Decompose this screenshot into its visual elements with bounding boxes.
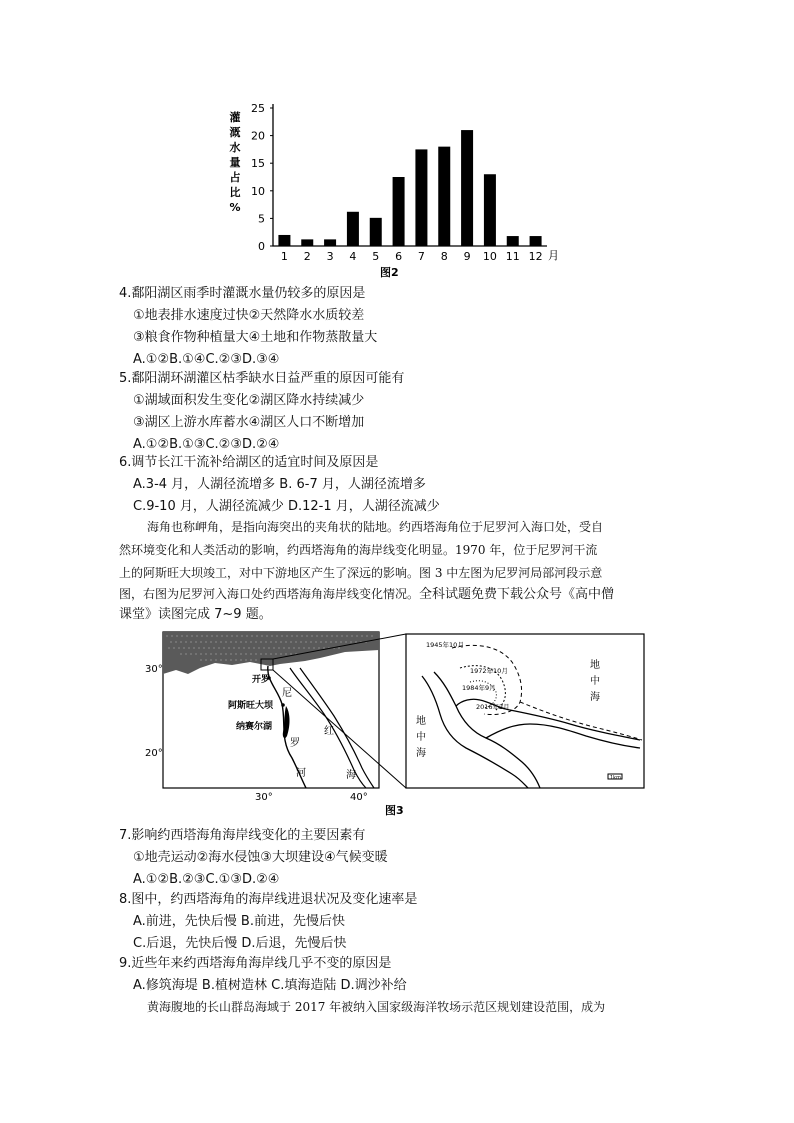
q6-line1: A.3-4 月，人湖径流增多 B. 6-7 月，人湖径流增多: [133, 477, 426, 492]
med-left-1: 地: [416, 716, 426, 727]
q4-line1: ①地表排水速度过快②天然降水水质较差: [133, 308, 365, 323]
lon-30-label: 30°: [255, 792, 273, 803]
q7-options: A.①②B.②③C.①③D.②④: [133, 872, 280, 887]
passage1-line3: 上的阿斯旺大坝竣工，对中下游地区产生了深远的影响。图 3 中左图为尼罗河局部河段示意: [119, 566, 603, 580]
bar-month-10: [484, 174, 496, 246]
med-left-3: 海: [416, 748, 426, 759]
passage1-line1: 海角也称岬角，是指向海突出的夹角状的陆地。约西塔海角位于尼罗河入海口处，受自: [147, 520, 604, 534]
nile-label-3: 河: [296, 768, 306, 779]
figure2-caption: 图2: [380, 266, 399, 279]
x-tick-label: 10: [482, 250, 497, 263]
x-tick-label: 7: [417, 250, 425, 263]
ylabel-char: 比: [229, 186, 241, 199]
q5-stem: 5.鄱阳湖环湖灌区枯季缺水日益严重的原因可能有: [119, 371, 405, 386]
scale-label: 1km: [610, 775, 621, 781]
bar-month-1: [278, 235, 290, 246]
ylabel-char: 水: [229, 141, 241, 154]
x-tick-label: 4: [349, 250, 357, 263]
lon-40-label: 40°: [350, 792, 368, 803]
passage2-line1: 黄海腹地的长山群岛海域于 2017 年被纳入国家级海洋牧场示范区规划建设范围，成为: [147, 1000, 606, 1014]
x-tick-label: 12: [528, 250, 543, 263]
year-1945-label: 1945年10月: [426, 641, 464, 649]
chart-axes: [273, 104, 547, 246]
passage1-line4a: 图，右图为尼罗河入海口处约西塔海角海岸线变化情况。: [119, 587, 420, 601]
bar-month-8: [438, 147, 450, 246]
x-tick-label: 3: [326, 250, 334, 263]
q5-line1: ①湖域面积发生变化②湖区降水持续减少: [133, 393, 365, 408]
lat-20-label: 20°: [145, 748, 163, 759]
med-left-2: 中: [416, 732, 426, 743]
bar-month-9: [461, 130, 473, 246]
x-tick-label: 6: [395, 250, 403, 263]
bar-month-11: [507, 236, 519, 246]
passage1-line2: 然环境变化和人类活动的影响，约西塔海角的海岸线变化明显。1970 年，位于尼罗河干流: [119, 543, 598, 557]
passage1-line5: 课堂》读图完成 7~9 题。: [119, 607, 272, 622]
q5-options: A.①②B.①③C.②③D.②④: [133, 437, 280, 452]
ylabel-char: 占: [229, 171, 241, 184]
figure3-maps: [140, 628, 650, 818]
year-1972-label: 1972年10月: [470, 667, 508, 675]
ylabel-char: 灌: [229, 111, 241, 124]
bar-month-6: [393, 177, 405, 246]
lake-label: 纳赛尔湖: [236, 722, 273, 732]
y-tick-label: 10: [251, 184, 265, 198]
bar-month-7: [415, 149, 427, 246]
ylabel-char: 量: [229, 156, 241, 169]
year-2016-label: 2016年2月: [476, 703, 510, 711]
y-tick-label: 15: [251, 157, 265, 171]
nile-label-1: 尼: [282, 688, 292, 699]
bar-month-3: [324, 239, 336, 246]
cairo-label: 开罗: [252, 675, 271, 685]
q4-options: A.①②B.①④C.②③D.③④: [133, 352, 280, 367]
q4-line2: ③粮食作物种植量大④土地和作物蒸散量大: [133, 330, 378, 345]
q6-stem: 6.调节长江干流补给湖区的适宜时间及原因是: [119, 455, 379, 470]
figure2-chart: [225, 95, 575, 285]
q8-line1: A.前进，先快后慢 B.前进，先慢后快: [133, 914, 345, 929]
x-tick-label: 2: [303, 250, 311, 263]
ylabel-char: 溉: [229, 126, 241, 139]
med-right-2: 中: [590, 676, 600, 687]
red-sea-label-2: 海: [346, 770, 356, 781]
x-tick-label: 11: [505, 250, 520, 263]
q7-stem: 7.影响约西塔海角海岸线变化的主要因素有: [119, 828, 366, 843]
red-sea-label-1: 红: [324, 726, 334, 737]
y-tick-label: 0: [258, 240, 265, 253]
y-tick-label: 5: [258, 212, 265, 226]
x-tick-label: 9: [463, 250, 471, 263]
med-right-1: 地: [590, 660, 600, 671]
bar-month-4: [347, 212, 359, 246]
bar-month-2: [301, 239, 313, 246]
bar-month-12: [530, 236, 542, 246]
x-tick-label: 8: [440, 250, 448, 263]
q8-line2: C.后退，先快后慢 D.后退，先慢后快: [133, 936, 347, 951]
x-tick-label: 1: [280, 250, 288, 263]
dam-label: 阿斯旺大坝: [228, 701, 274, 711]
nile-label-2: 罗: [290, 738, 300, 749]
chart-ylabel: [229, 110, 240, 214]
q6-line2: C.9-10 月，人湖径流减少 D.12-1 月，人湖径流减少: [133, 499, 440, 514]
y-tick-label: 20: [251, 129, 265, 143]
y-tick-label: 25: [251, 102, 265, 115]
med-right-3: 海: [590, 692, 600, 703]
x-tick-label: 5: [372, 250, 380, 263]
year-1984-label: 1984年9月: [462, 684, 496, 692]
bar-month-5: [370, 218, 382, 246]
q9-line1: A.修筑海堤 B.植树造林 C.填海造陆 D.调沙补给: [133, 978, 407, 993]
ylabel-char: %: [229, 201, 241, 214]
figure3-caption: 图3: [385, 804, 404, 817]
q9-stem: 9.近些年来约西塔海角海岸线几乎不变的原因是: [119, 956, 392, 971]
passage1-line4b: 全科试题免费下载公众号《高中僧: [419, 587, 615, 602]
lat-30-label: 30°: [145, 664, 163, 675]
q8-stem: 8.图中，约西塔海角的海岸线进退状况及变化速率是: [119, 892, 418, 907]
q5-line2: ③湖区上游水库蓄水④湖区人口不断增加: [133, 415, 365, 430]
q4-stem: 4.鄱阳湖区雨季时灌溉水量仍较多的原因是: [119, 286, 366, 301]
q7-line1: ①地壳运动②海水侵蚀③大坝建设④气候变暖: [133, 850, 388, 865]
chart-x-unit: 月: [548, 249, 559, 262]
